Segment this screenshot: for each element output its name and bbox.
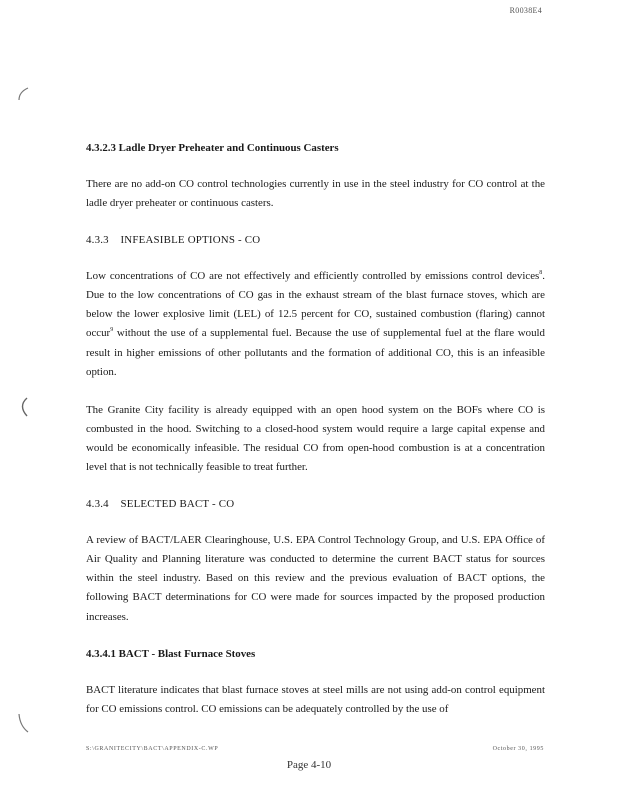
- paragraph-selected-bact: A review of BACT/LAER Clearinghouse, U.S. EPA Control Technology Group, and U.S. EPA Office of Air Quality and Planning literature was conducted to determine the current BACT status for sources within the steel industry. Based on this review and the previous evaluation of BACT options, the following BACT determinations for CO were made for sources impacted by the proposed production increases.: [86, 534, 545, 623]
- paragraph-infeasible-2: The Granite City facility is already equipped with an open hood system on the BOFs where CO is combusted in the hood. Switching to a closed-hood system would require a large capital expense and would be economically infeasible. The residual CO from open-hood combustion is at a concentration level that is not technically feasible to treat further.: [86, 403, 545, 474]
- section-heading-4-3-3: 4.3.3 INFEASIBLE OPTIONS - CO: [86, 234, 261, 247]
- section-heading-4-3-4: 4.3.4 SELECTED BACT - CO: [86, 498, 235, 511]
- page-number: Page 4-10: [286, 759, 332, 771]
- document-id: R0038E4: [509, 6, 542, 15]
- document-body: [86, 141, 545, 719]
- section-heading-4-3-4-1: 4.3.4.1 BACT - Blast Furnace Stoves: [86, 647, 256, 660]
- section-heading-4-3-2-3: 4.3.2.3 Ladle Dryer Preheater and Continuous Casters: [86, 142, 339, 154]
- paragraph-blast-furnace-stoves: BACT literature indicates that blast furnace stoves at steel mills are not using add-on control equipment for CO emissions control. CO emissions can be adequately controlled by the use of: [86, 683, 545, 715]
- footer-file-path: S:\GRANITECITY\BACT\APPENDIX-C.WP: [86, 746, 219, 752]
- binder-hole-mark-icon: [16, 86, 30, 110]
- binder-hole-mark-icon: [16, 396, 30, 420]
- paragraph-ladle-dryer: There are no add-on CO control technologies currently in use in the steel industry for CO control at the ladle dryer preheater or continuous casters.: [86, 178, 545, 210]
- footer-date: October 30, 1995: [492, 746, 544, 752]
- paragraph-infeasible-1: Low concentrations of CO are not effectively and efficiently controlled by emissions control devices$^8$. Due to the low concentrations of CO gas in the exhaust stream of the blast furnace stoves, which are below the lower explosive limit (LEL) of 12.5 percent for CO, sustained combustion (flaring) cannot occur$^9$ without the use of a supplemental fuel. Because the use of supplemental fuel at the flare would result in higher emissions of other pollutants and the formation of additional CO, this is an infeasible option.: [86, 270, 545, 378]
- footnote-ref-9: 9: [110, 327, 114, 334]
- binder-hole-mark-icon: [16, 712, 30, 736]
- footnote-ref-8: 8: [539, 270, 543, 277]
